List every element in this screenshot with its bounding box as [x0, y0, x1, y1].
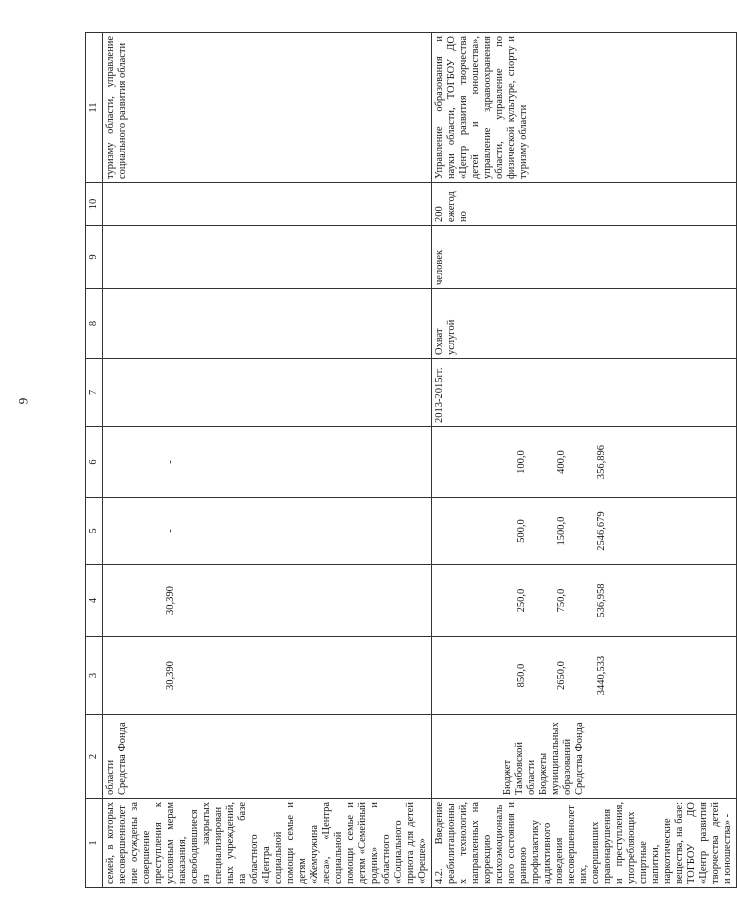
- column-number: 2: [86, 715, 103, 799]
- column-number: 8: [86, 289, 103, 359]
- target-value: [103, 183, 432, 226]
- total-amount: 850,0 2650,0 3440,533: [432, 637, 737, 715]
- measure-description: 4.2. Введение реабилитационных технологий, направленных на коррекцию психоэмоционального состояния и раннюю профилактику аддиктивного поведения несовершеннолетних, совершивших правонарушения и преступления, употребляющих спиртные напитки, наркотические вещества, на базе: ТОГБОУ ДО «Центр развития творчества детей и юношества» -: [432, 799, 737, 888]
- amount-2015: 100,0 400,0 356,896: [432, 427, 737, 498]
- column-number: 6: [86, 427, 103, 498]
- unit: [103, 226, 432, 289]
- target-value: 200 ежегодно: [432, 183, 737, 226]
- program-table: [85, 32, 737, 888]
- total-amount: 30,390: [103, 637, 432, 715]
- period: 2013-2015гг.: [432, 359, 737, 427]
- column-number: 7: [86, 359, 103, 427]
- amount-2014: 500,0 1500,0 2546,679: [432, 498, 737, 565]
- indicator: Охват услугой: [432, 289, 737, 359]
- landscape-page: [85, 33, 733, 888]
- responsible-executors: Управление образования и науки области, ТОГБОУ ДО «Центр развития творчества детей и юношества», управление здравоохранения области, управление по физической культуре, спорту и туризму области: [432, 33, 737, 183]
- funding-source: области Средства Фонда: [103, 715, 432, 799]
- indicator: [103, 289, 432, 359]
- funding-source: Бюджет Тамбовской области Бюджеты муниципальных образований Средства Фонда: [432, 715, 737, 799]
- column-number: 4: [86, 565, 103, 637]
- table-header-row: [86, 33, 103, 888]
- amount-2013: 30,390: [103, 565, 432, 637]
- page-number: 9: [15, 397, 31, 405]
- table-row: [103, 33, 432, 888]
- amount-2015: -: [103, 427, 432, 498]
- amount-2013: 250,0 750,0 536,958: [432, 565, 737, 637]
- column-number: 3: [86, 637, 103, 715]
- column-number: 5: [86, 498, 103, 565]
- period: [103, 359, 432, 427]
- column-number: 1: [86, 799, 103, 888]
- table-row: [432, 33, 737, 888]
- responsible-executors: туризму области, управление социального развития области: [103, 33, 432, 183]
- amount-2014: -: [103, 498, 432, 565]
- column-number: 9: [86, 226, 103, 289]
- unit: человек: [432, 226, 737, 289]
- column-number: 10: [86, 183, 103, 226]
- measure-description: семей, в которых несовершеннолетние осуждены за совершение преступления к условным мерам наказания, освободившиеся из закрытых специализированных учреждений, на базе областного «Центра социальной помощи семье и детям «Жемчужина леса», «Центра социальной помощи семье и детям «Семейный родник» и областного «Социального приюта для детей «Орешек»: [103, 799, 432, 888]
- column-number: 11: [86, 33, 103, 183]
